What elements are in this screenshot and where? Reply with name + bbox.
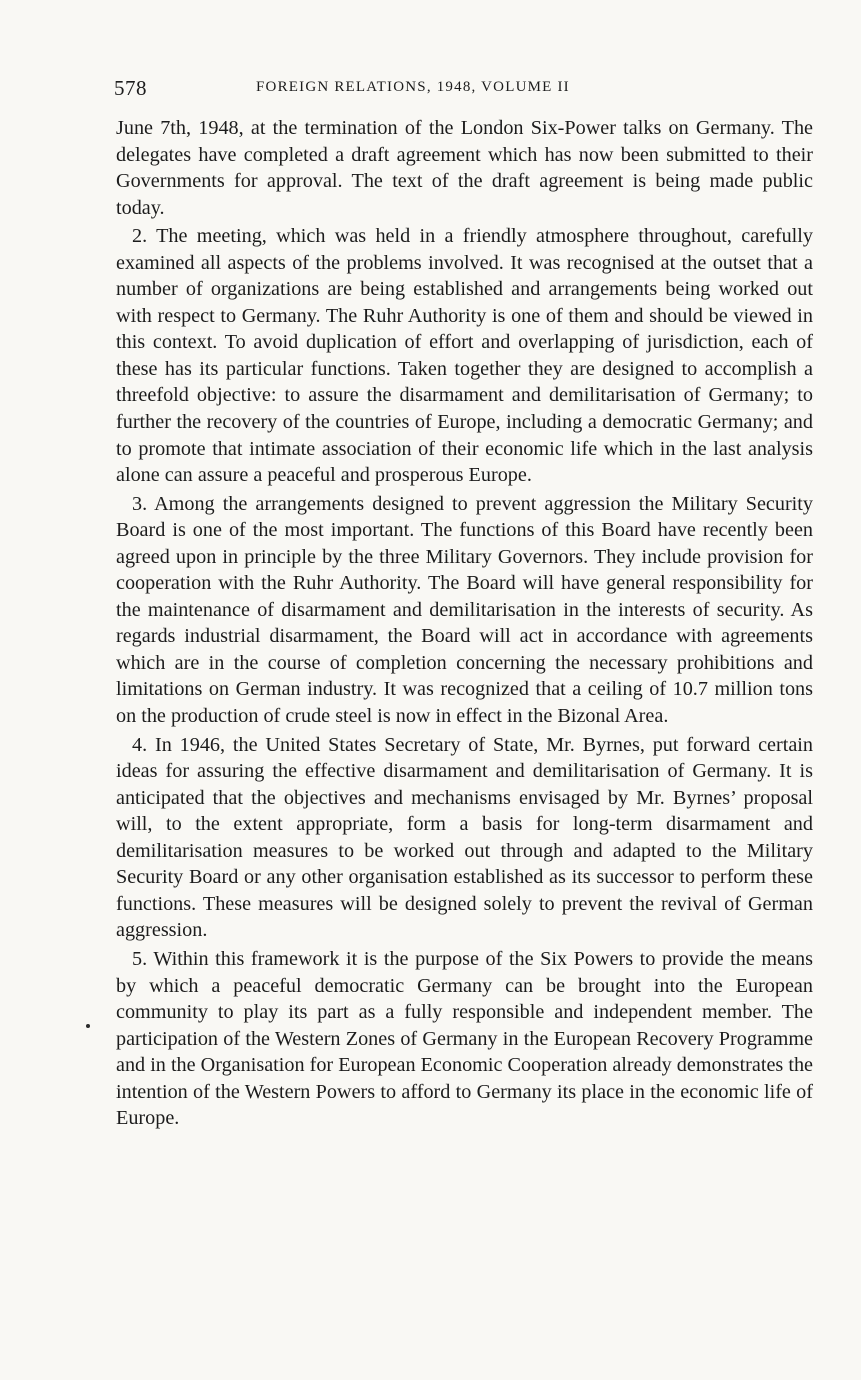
page-header bbox=[114, 76, 814, 104]
paragraph-3: 3. Among the arrangements designed to prevent aggression the Military Security Board is one of the most important. The functions of this Board have recently been agreed upon in principle by the three Military Governors. They include provision for cooperation with the Ruhr Authority. The Board will have general responsibility for the maintenance of disarmament and demilitarisation in the interests of security. As regards industrial disarmament, the Board will act in accordance with agreements which are in the course of completion concerning the necessary prohibitions and limitations on German industry. It was recognized that a ceiling of 10.7 million tons on the production of crude steel is now in effect in the Bizonal Area. bbox=[116, 492, 813, 728]
running-head: FOREIGN RELATIONS, 1948, VOLUME II bbox=[256, 79, 570, 95]
paragraph-4: 4. In 1946, the United States Secretary of State, Mr. Byrnes, put forward certain ideas for assuring the effective disarmament and demilitarisation of Germany. It is anticipated that the objectives and mechanisms envisaged by Mr. Byrnes’ proposal will, to the extent appropriate, form a basis for long-term disarmament and demilitarisation measures to be worked out through and adapted to the Military Security Board or any other organisation established as its successor to perform these functions. These measures will be designed solely to prevent the revival of German aggression. bbox=[116, 733, 813, 942]
paragraph-continuation: June 7th, 1948, at the termination of the London Six-Power talks on Germany. The delegates have completed a draft agreement which has now been submitted to their Governments for approval. The text of the draft agreement is being made public today. bbox=[116, 117, 813, 219]
page-number: 578 bbox=[114, 76, 147, 100]
margin-mark bbox=[86, 1024, 90, 1028]
body-text bbox=[116, 115, 813, 1132]
paragraph-5: 5. Within this framework it is the purpose of the Six Powers to provide the means by which a peaceful democratic Germany can be brought into the European community to play its part as a fully responsible and independent member. The participation of the Western Zones of Germany in the European Recovery Programme and in the Organisation for European Economic Cooperation already demonstrates the intention of the Western Powers to afford to Germany its place in the economic life of Europe. bbox=[116, 947, 814, 1130]
paragraph-2: 2. The meeting, which was held in a friendly atmosphere throughout, carefully examined all aspects of the problems involved. It was recognised at the outset that a number of organizations are being established and arrangements being worked out with respect to Germany. The Ruhr Authority is one of them and should be viewed in this context. To avoid duplication of effort and overlapping of jurisdiction, each of these has its particular functions. Taken together they are designed to accomplish a threefold objective: to assure the disarmament and demilitarisation of Germany; to further the recovery of the countries of Europe, including a democratic Germany; and to promote that intimate association of their economic life which in the last analysis alone can assure a peaceful and prosperous Europe. bbox=[116, 225, 813, 487]
